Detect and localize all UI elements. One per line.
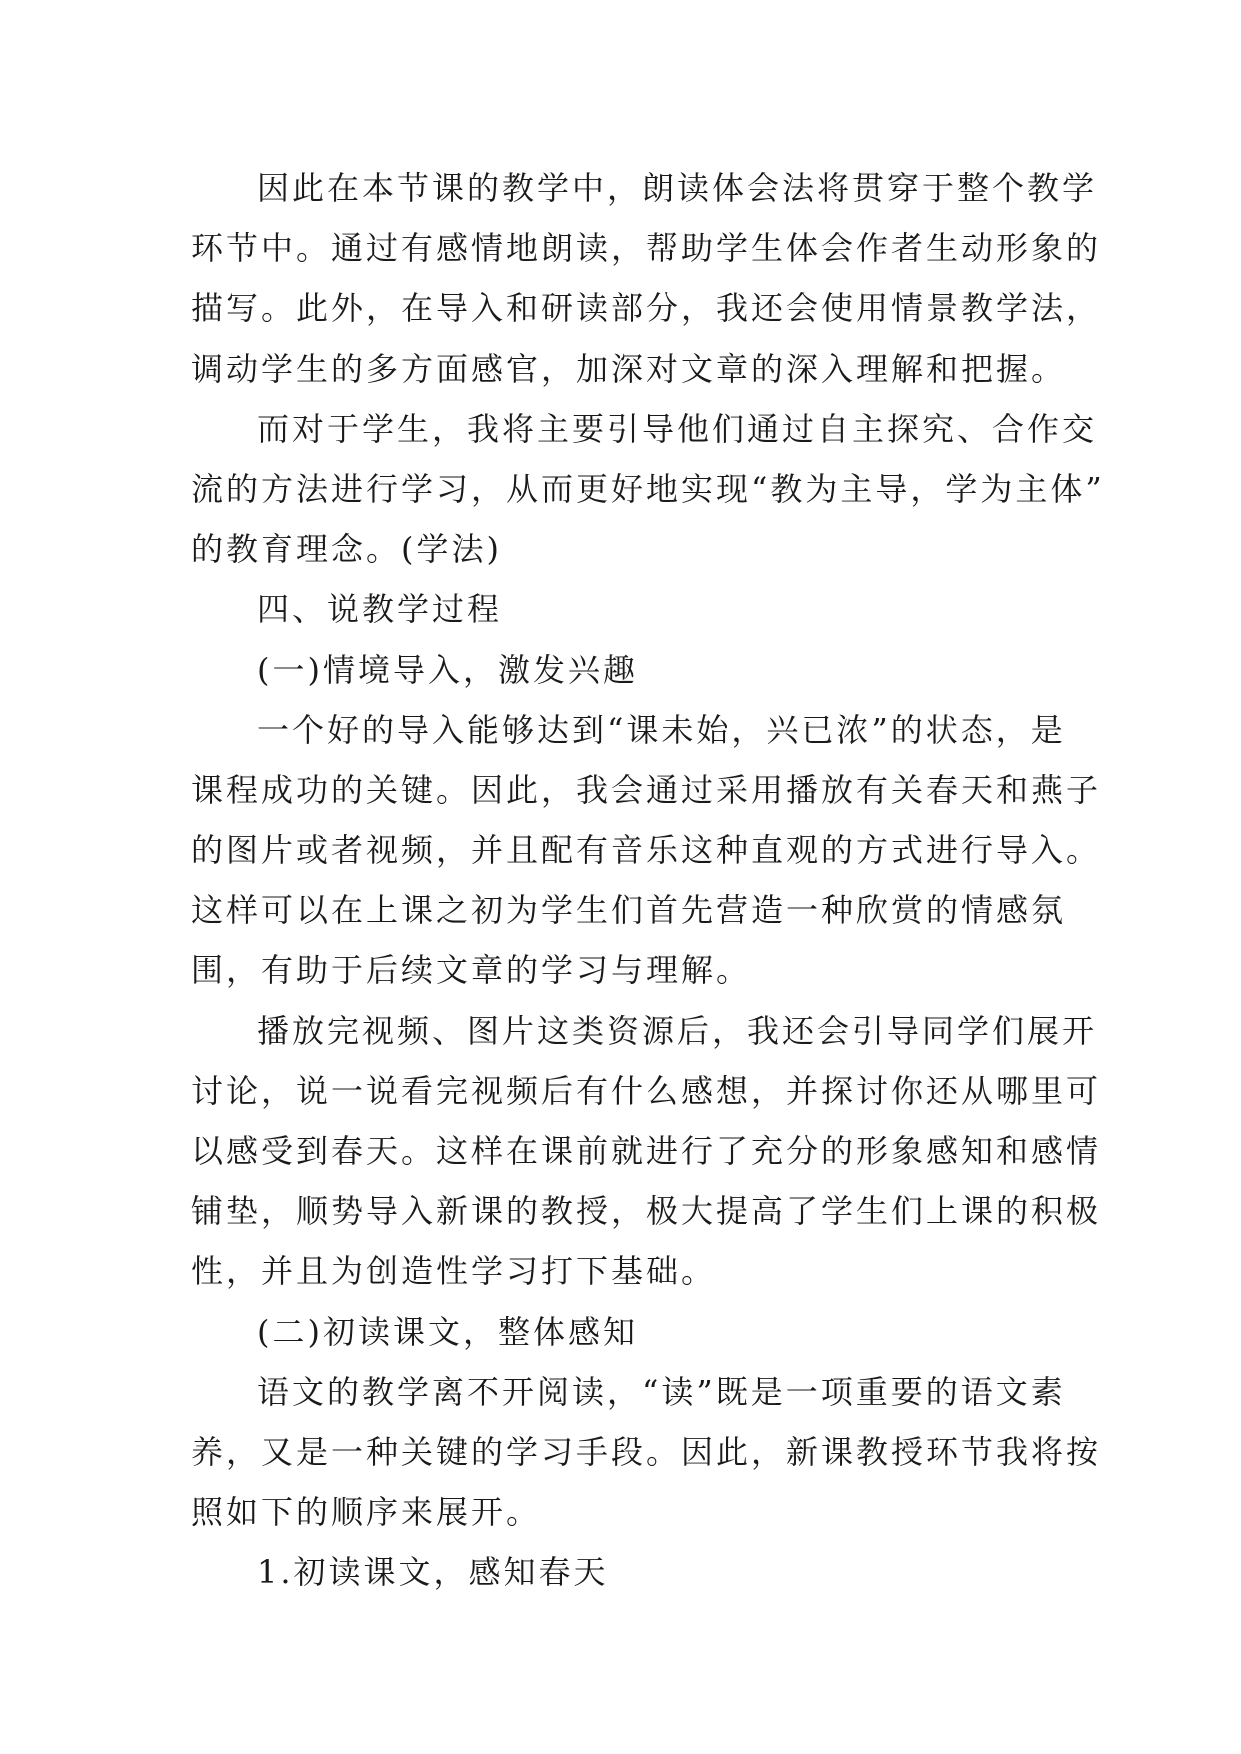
section-heading: 四、说教学过程 xyxy=(257,590,503,629)
text-line: 的教育理念。(学法) xyxy=(191,530,502,569)
text-line: 流的方法进行学习，从而更好地实现“教为主导，学为主体” xyxy=(191,469,1105,508)
text-line: 语文的教学离不开阅读，“读”既是一项重要的语文素 xyxy=(257,1372,1066,1411)
text-line: 铺垫，顺势导入新课的教授，极大提高了学生们上课的积极 xyxy=(191,1192,1102,1231)
text-line: 养，又是一种关键的学习手段。因此，新课教授环节我将按 xyxy=(191,1432,1102,1471)
text-line: 描写。此外，在导入和研读部分，我还会使用情景教学法， xyxy=(191,289,1102,328)
text-line: 因此在本节课的教学中，朗读体会法将贯穿于整个教学 xyxy=(257,169,1098,207)
subsection-heading: (一)情境导入，激发兴趣 xyxy=(257,650,638,689)
list-item-heading: 1.初读课文，感知春天 xyxy=(257,1553,609,1592)
text-line: 照如下的顺序来展开。 xyxy=(191,1493,542,1532)
text-line: 一个好的导入能够达到“课未始，兴已浓”的状态，是 xyxy=(257,710,1066,749)
subsection-heading: (二)初读课文，整体感知 xyxy=(257,1312,638,1351)
text-line: 环节中。通过有感情地朗读，帮助学生体会作者生动形象的 xyxy=(191,229,1102,268)
text-line: 讨论，说一说看完视频后有什么感想，并探讨你还从哪里可 xyxy=(191,1071,1102,1110)
text-line: 的图片或者视频，并且配有音乐这种直观的方式进行导入。 xyxy=(191,831,1102,870)
text-line: 性，并且为创造性学习打下基础。 xyxy=(191,1252,717,1291)
text-line: 这样可以在上课之初为学生们首先营造一种欣赏的情感氛 xyxy=(191,891,1067,930)
text-line: 课程成功的关键。因此，我会通过采用播放有关春天和燕子 xyxy=(191,770,1102,809)
text-line: 围，有助于后续文章的学习与理解。 xyxy=(191,951,752,990)
text-line: 调动学生的多方面感官，加深对文章的深入理解和把握。 xyxy=(191,349,1067,388)
document-body xyxy=(191,158,1105,1603)
text-line: 而对于学生，我将主要引导他们通过自主探究、合作交 xyxy=(257,409,1098,448)
text-line: 以感受到春天。这样在课前就进行了充分的形象感知和感情 xyxy=(191,1132,1102,1170)
text-line: 播放完视频、图片这类资源后，我还会引导同学们展开 xyxy=(257,1011,1098,1050)
